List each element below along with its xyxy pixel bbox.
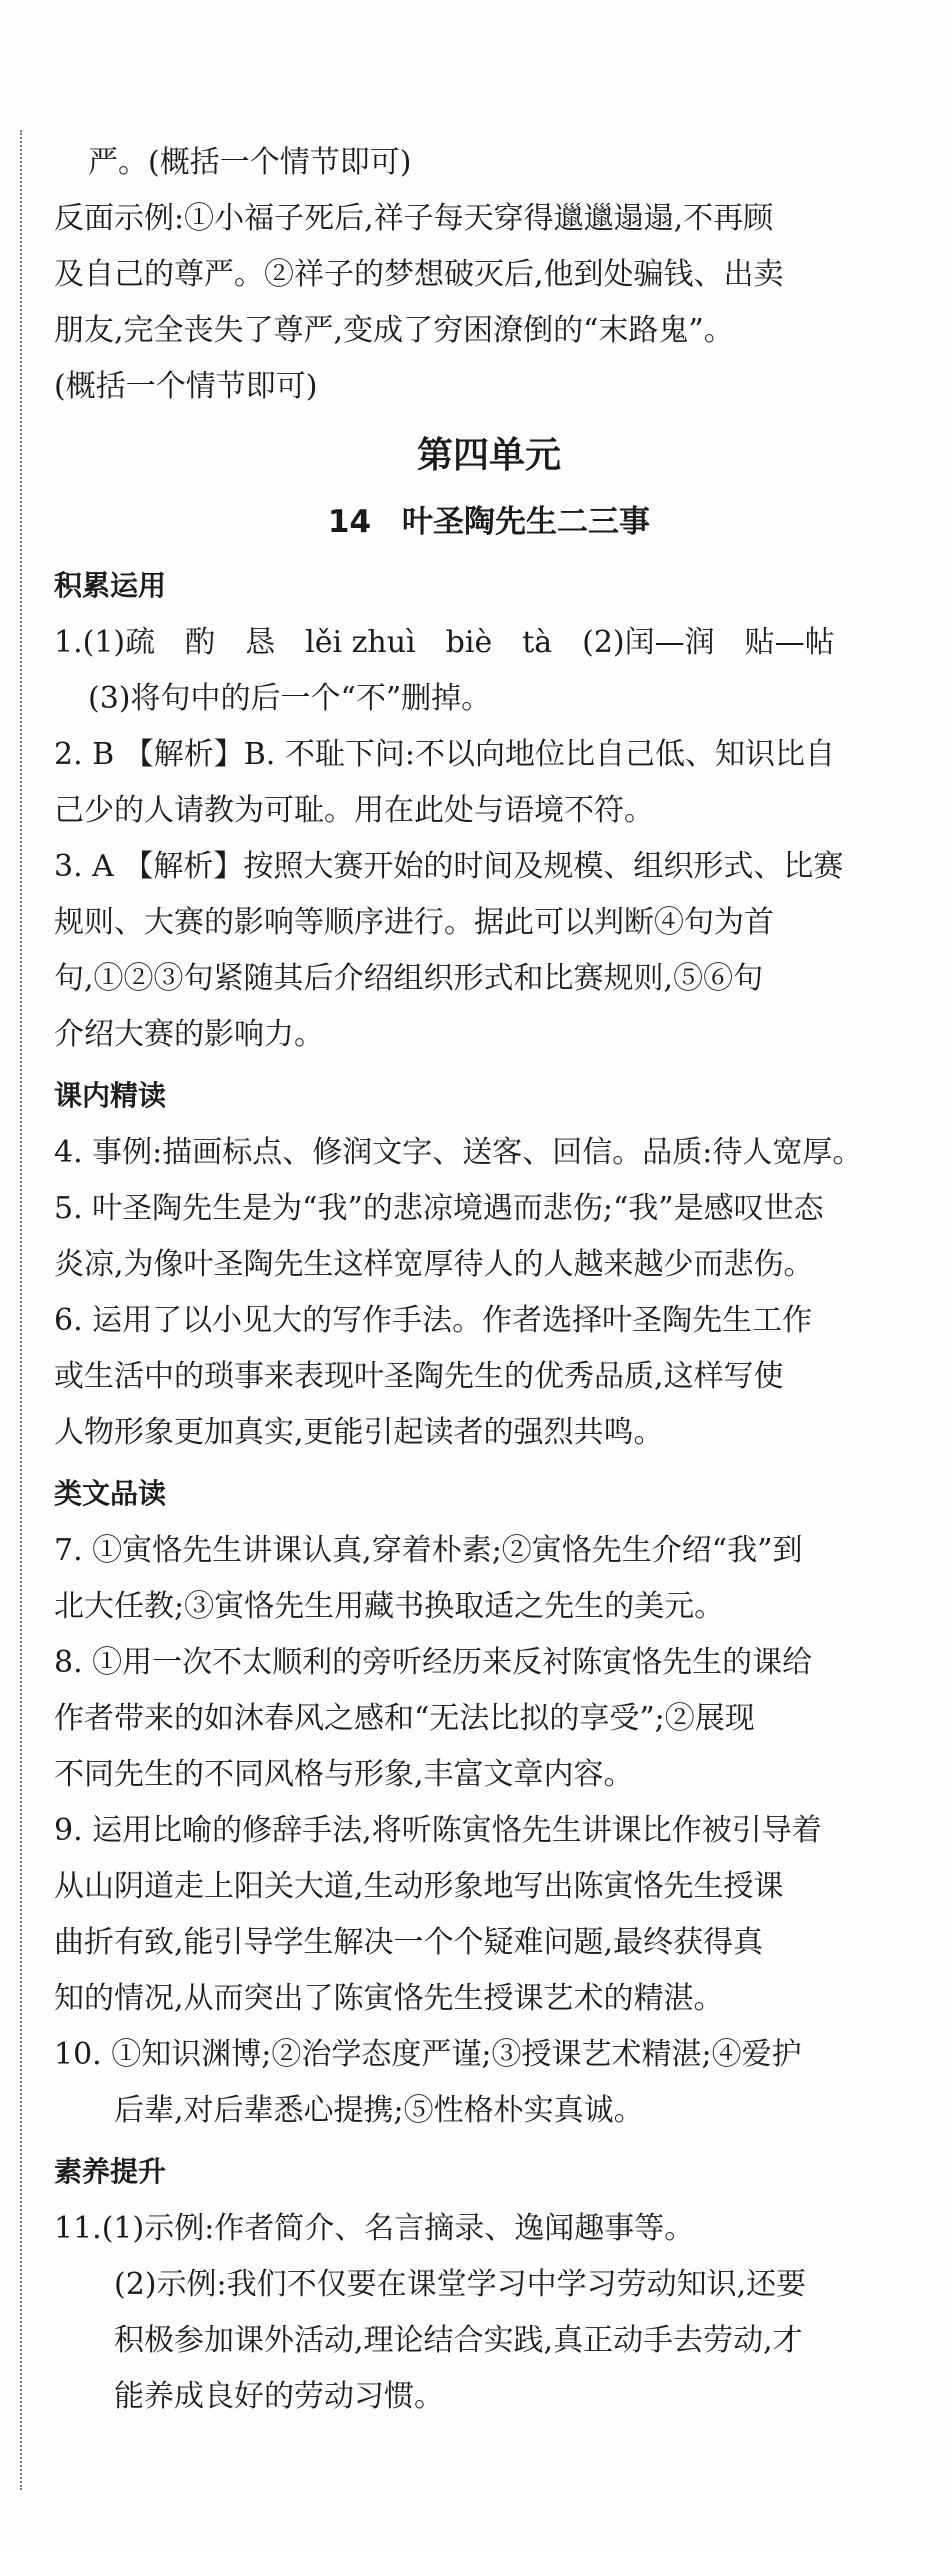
answer-9-line-3: 曲折有致,能引导学生解决一个个疑难问题,最终获得真 [54,1925,764,1960]
answer-3-line-1: 3. A 【解析】按照大赛开始的时间及规模、组织形式、比赛 [54,849,844,884]
answer-10-line-1: 10. ①知识渊博;②治学态度严谨;③授课艺术精湛;④爱护 [54,2037,802,2072]
continuation-line-1: 严。(概括一个情节即可) [88,145,412,180]
answer-8-line-2: 作者带来的如沐春风之感和“无法比拟的享受”;②展现 [54,1701,755,1736]
answer-6-line-3: 人物形象更加真实,更能引起读者的强烈共鸣。 [54,1415,664,1450]
answer-3-line-2: 规则、大赛的影响等顺序进行。据此可以判断④句为首 [54,905,774,940]
answer-2-line-1: 2. B 【解析】B. 不耻下问:不以向地位比自己低、知识比自 [54,737,835,772]
answer-2-line-2: 己少的人请教为可耻。用在此处与语境不符。 [54,793,654,828]
continuation-line-4: 朋友,完全丧失了尊严,变成了穷困潦倒的“末路鬼”。 [54,313,734,348]
answer-11-line-4: 能养成良好的劳动习惯。 [114,2379,444,2414]
answer-5-line-2: 炎凉,为像叶圣陶先生这样宽厚待人的人越来越少而悲伤。 [54,1247,814,1282]
unit-title: 第四单元 [416,435,561,476]
answer-4-line-1: 4. 事例:描画标点、修润文字、送客、回信。品质:待人宽厚。 [54,1135,863,1170]
continuation-line-3: 及自己的尊严。②祥子的梦想破灭后,他到处骗钱、出卖 [54,257,784,292]
lesson-title: 14 叶圣陶先生二三事 [327,504,651,540]
binding-margin-line [20,130,22,2490]
answer-8-line-3: 不同先生的不同风格与形象,丰富文章内容。 [54,1757,634,1792]
answer-7-line-1: 7. ①寅恪先生讲课认真,穿着朴素;②寅恪先生介绍“我”到 [54,1533,803,1568]
section-heading-literacy-improvement: 素养提升 [54,2155,167,2188]
answer-11-line-1: 11.(1)示例:作者简介、名言摘录、逸闻趣事等。 [54,2211,695,2246]
section-heading-accumulation: 积累运用 [54,569,167,602]
answer-10-line-2: 后辈,对后辈悉心提携;⑤性格朴实真诚。 [114,2093,644,2128]
answer-9-line-2: 从山阴道走上阳关大道,生动形象地写出陈寅恪先生授课 [54,1869,784,1904]
continuation-line-2: 反面示例:①小福子死后,祥子每天穿得邋邋遢遢,不再顾 [54,201,774,236]
answer-1-line-2: (3)将句中的后一个“不”删掉。 [88,681,492,716]
answer-6-line-2: 或生活中的琐事来表现叶圣陶先生的优秀品质,这样写使 [54,1359,784,1394]
answer-11-line-2: (2)示例:我们不仅要在课堂学习中学习劳动知识,还要 [114,2267,807,2302]
section-heading-similar-reading: 类文品读 [54,1477,167,1510]
answer-3-line-3: 句,①②③句紧随其后介绍组织形式和比赛规则,⑤⑥句 [54,961,764,996]
answer-6-line-1: 6. 运用了以小见大的写作手法。作者选择叶圣陶先生工作 [54,1303,813,1338]
answer-7-line-2: 北大任教;③寅恪先生用藏书换取适之先生的美元。 [54,1589,725,1624]
continuation-line-5: (概括一个情节即可) [54,369,318,404]
answer-3-line-4: 介绍大赛的影响力。 [54,1017,324,1052]
answer-1-line-1: 1.(1)疏 酌 恳 lěi zhuì biè tà (2)闰—润 贴—帖 [54,625,835,660]
answer-11-line-3: 积极参加课外活动,理论结合实践,真正动手去劳动,才 [114,2323,803,2358]
section-heading-in-class-reading: 课内精读 [54,1079,167,1112]
answer-page [54,135,924,2425]
answer-8-line-1: 8. ①用一次不太顺利的旁听经历来反衬陈寅恪先生的课给 [54,1645,813,1680]
answer-9-line-4: 知的情况,从而突出了陈寅恪先生授课艺术的精湛。 [54,1981,724,2016]
answer-5-line-1: 5. 叶圣陶先生是为“我”的悲凉境遇而悲伤;“我”是感叹世态 [54,1191,824,1226]
answer-9-line-1: 9. 运用比喻的修辞手法,将听陈寅恪先生讲课比作被引导着 [54,1813,822,1848]
